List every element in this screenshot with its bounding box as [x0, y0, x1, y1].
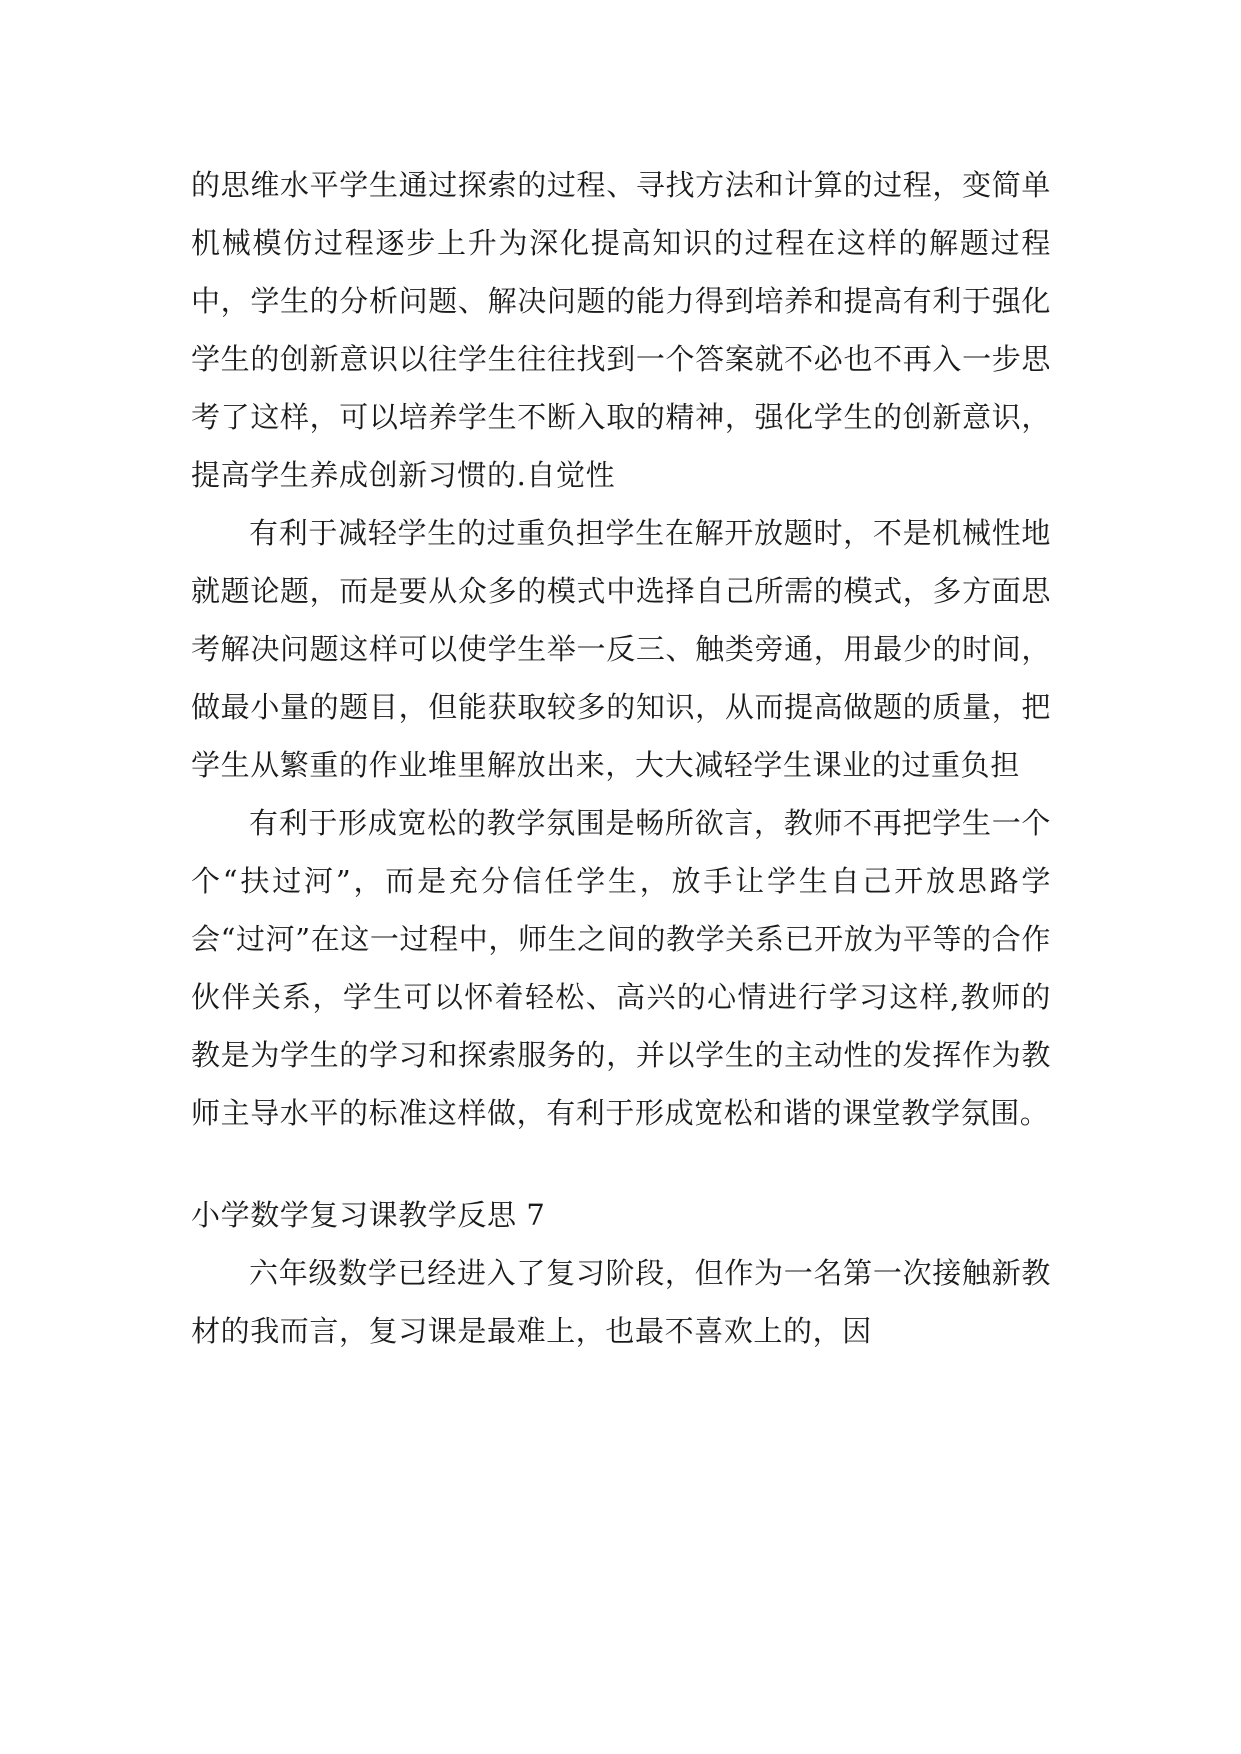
- paragraph-review-intro: 六年级数学已经进入了复习阶段，但作为一名第一次接触新教材的我而言，复习课是最难上，也最不喜欢上的，因: [191, 1256, 1051, 1348]
- paragraph-relaxed-atmosphere: 有利于形成宽松的教学氛围是畅所欲言，教师不再把学生一个个“扶过河”，而是充分信任学生，放手让学生自己开放思路学会“过河”在这一过程中，师生之间的教学关系已开放为平等的合作伙伴关系，学生可以怀着轻松、高兴的心情进行学习这样,教师的教是为学生的学习和探索服务的，并以学生的主动性的发挥作为教师主导水平的标准这样做，有利于形成宽松和谐的课堂教学氛围。: [191, 806, 1051, 1130]
- paragraph-reduce-burden: 有利于减轻学生的过重负担学生在解开放题时，不是机械性地就题论题，而是要从众多的模式中选择自己所需的模式，多方面思考解决问题这样可以使学生举一反三、触类旁通，用最少的时间，做最小量的题目，但能获取较多的知识，从而提高做题的质量，把学生从繁重的作业堆里解放出来，大大减轻学生课业的过重负担: [191, 516, 1051, 782]
- section-heading: 小学数学复习课教学反思 7: [191, 1198, 546, 1232]
- paragraph-continuation: 的思维水平学生通过探索的过程、寻找方法和计算的过程，变简单机械模仿过程逐步上升为深化提高知识的过程在这样的解题过程中，学生的分析问题、解决问题的能力得到培养和提高有利于强化学生的创新意识以往学生往往找到一个答案就不必也不再入一步思考了这样，可以培养学生不断入取的精神，强化学生的创新意识，提高学生养成创新习惯的.自觉性: [191, 168, 1051, 492]
- document-page: [191, 156, 1051, 1360]
